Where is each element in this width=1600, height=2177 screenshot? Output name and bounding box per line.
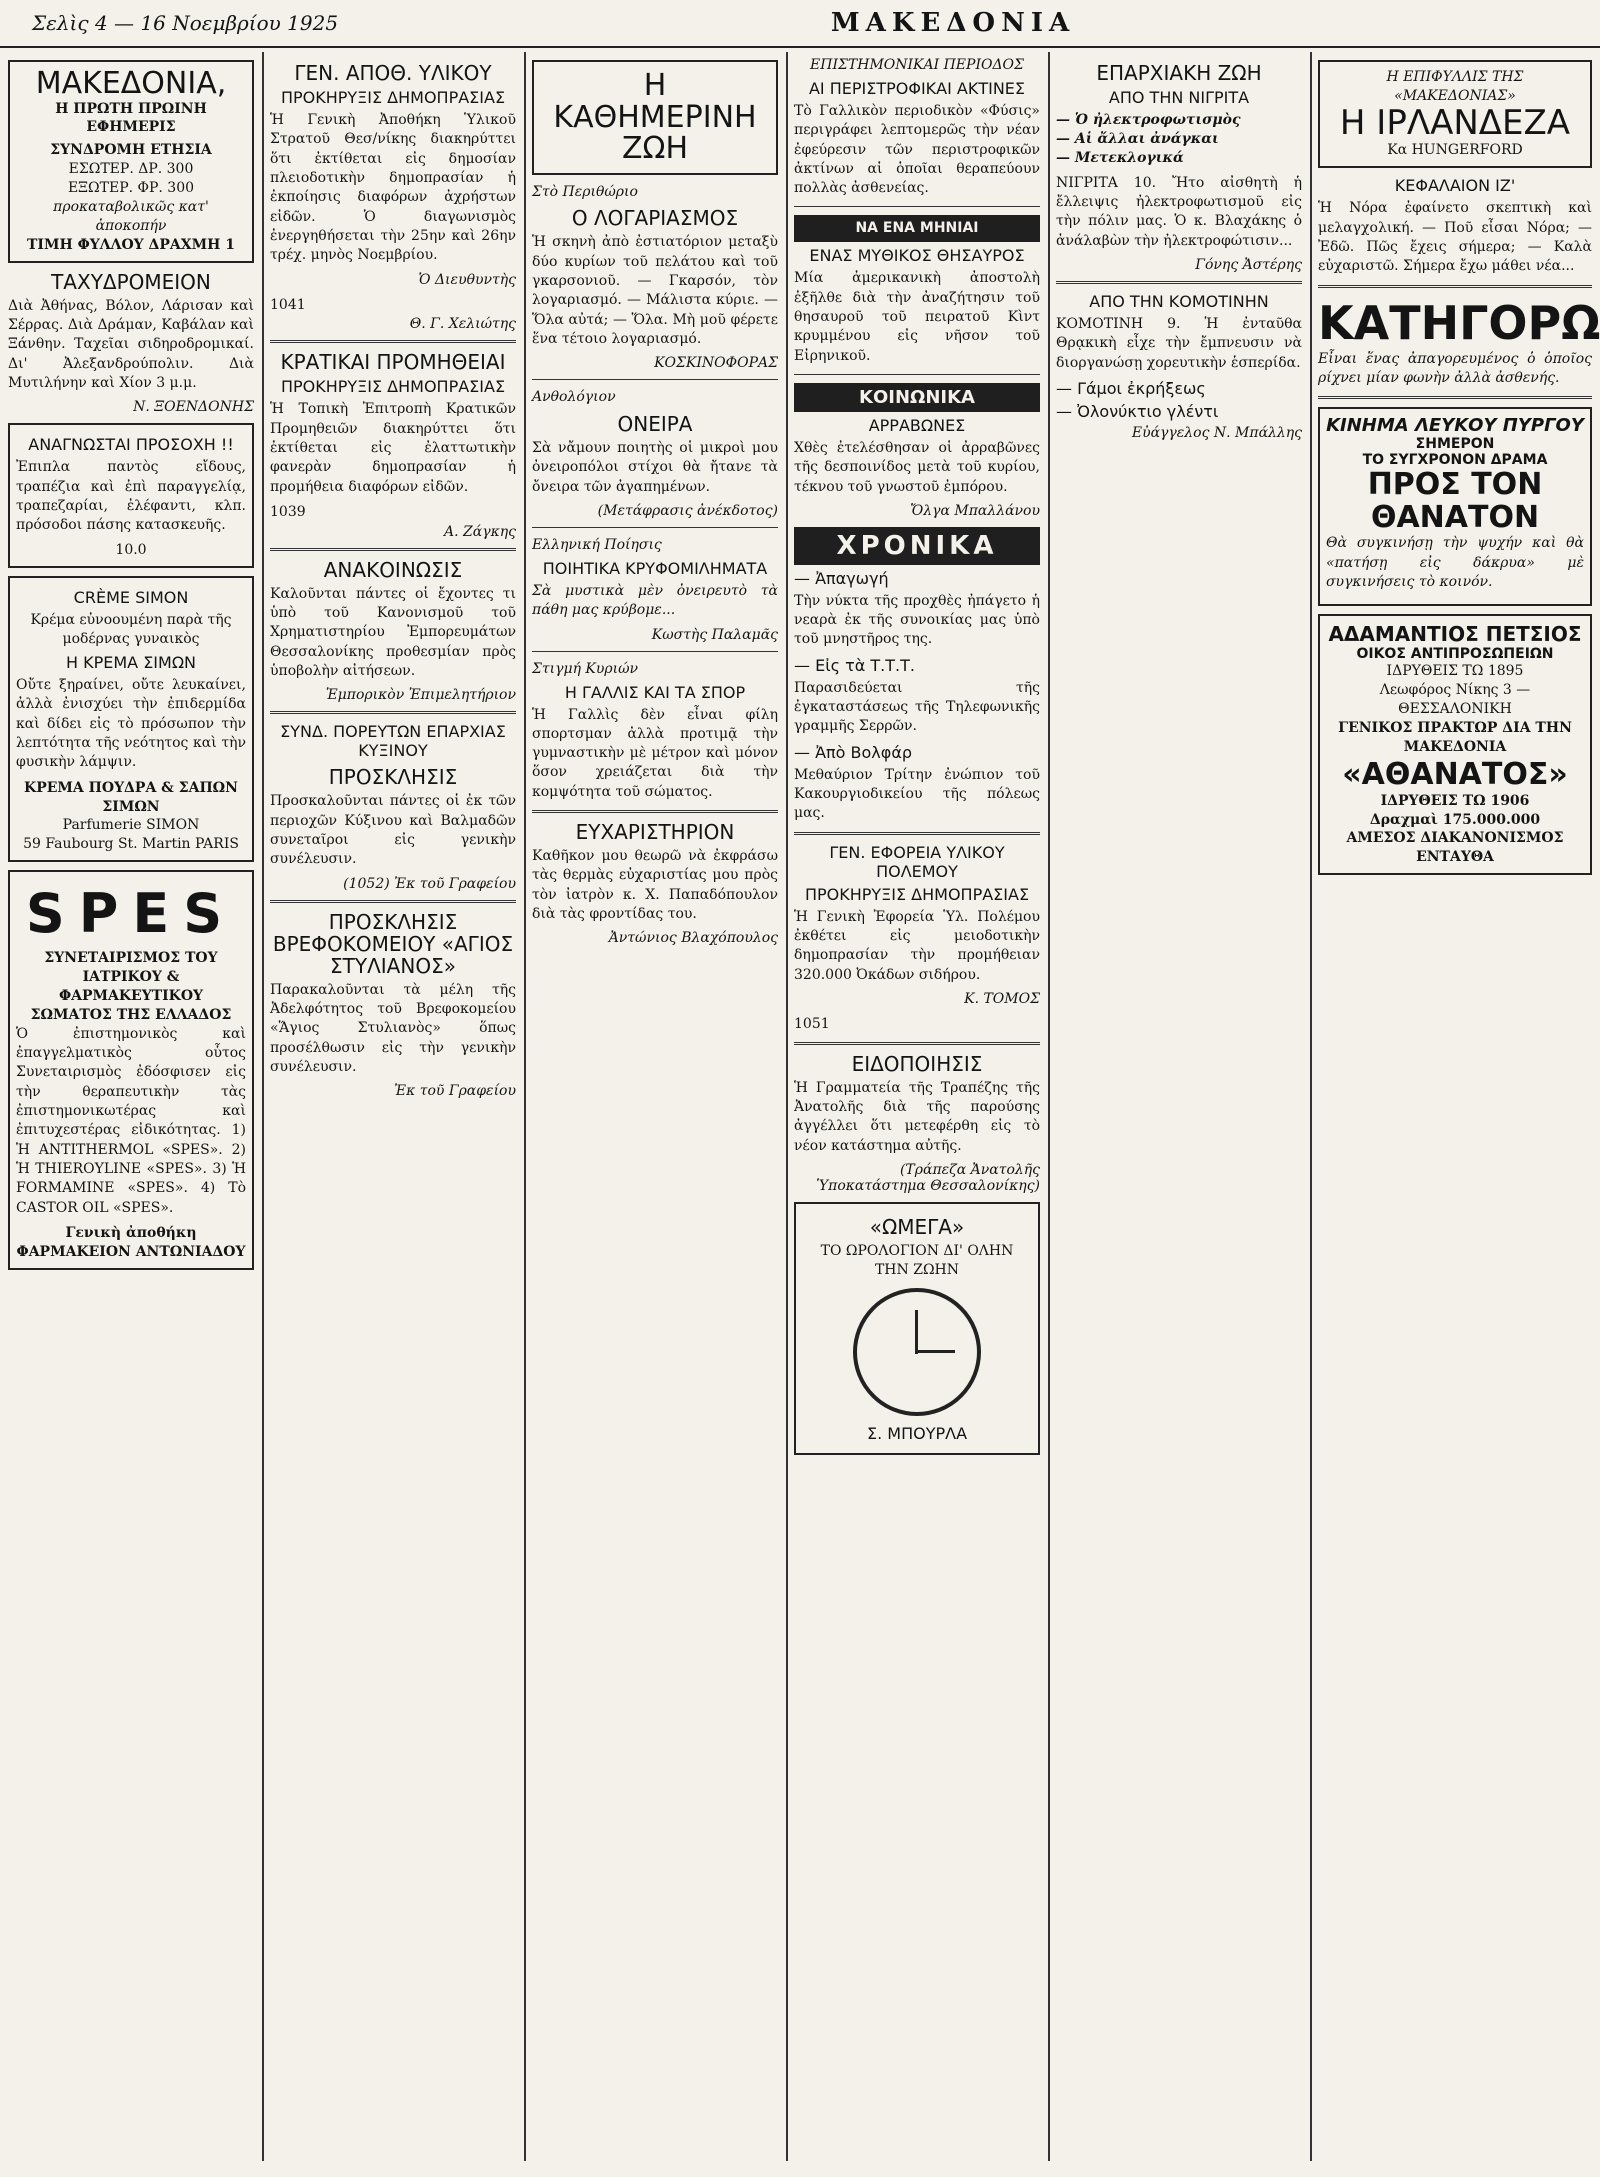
cinema-today: ΣΗΜΕΡΟΝ [1415,436,1495,453]
paper-box-name: ΜΑΚΕΔΟΝΙΑ, [35,66,227,101]
subscription-interior: ΕΣΩΤΕΡ. ΔΡ. 300 [68,161,194,178]
divider [794,374,1040,375]
divider [270,548,516,551]
c4s3-subtitle: ΑΡΡΑΒΩΝΕΣ [868,415,966,435]
c5s1-sig: Γόνης Ἀστέρης [1195,256,1302,273]
c2s1-subtitle: ΠΡΟΚΗΡΥΞΙΣ ΔΗΜΟΠΡΑΣΙΑΣ [280,88,506,107]
c2s3-sig: Ἐμπορικὸν Ἐπιμελητήριον [325,687,516,704]
daily-life-header [532,60,778,175]
spes-logo: SPES [25,882,237,946]
c3s1-text: Ἡ σκηνὴ ἀπὸ ἐστιατόριον μεταξὺ δύο κυρίων τοῦ πελάτου καὶ τοῦ γκαρσονιοῦ. — Γκαρσόν, τὸν λογαριασμό. — Μάλιστα κύριε. — Ὅλα αὐτά; — Ὅλα. Μὴ μοῦ φέρετε ἕνα τέτοιο λογαριασμό. [532,234,778,347]
c2s4-subtitle: ΠΡΟΣΚΛΗΣΙΣ [328,765,458,790]
divider [270,340,516,343]
c3s1-title: Ο ΛΟΓΑΡΙΑΣΜΟΣ [571,206,739,231]
c2s4-sig: (1052) Ἐκ τοῦ Γραφείου [343,875,516,892]
paper-box-tagline: Η ΠΡΩΤΗ ΠΡΩΙΝΗ ΕΦΗΜΕΡΙΣ [55,100,207,136]
paper-info-box [8,60,254,263]
omega-seller: Σ. ΜΠΟΥΡΛΑ [866,1423,968,1443]
c4s4-item1-title: — Ἀπαγωγή [794,568,889,588]
c4s3-text: Χθὲς ἐτελέσθησαν οἱ ἀρραβῶνες τῆς δεσποινίδος μετὰ τοῦ κυρίου, τέκνου τοῦ γνωστοῦ ἐμπόρου. [794,439,1040,495]
c3s3-text: Σὰ μυστικὰ μὲν ὀνειρευτὸ τὰ πάθη μας κρύβομε... [532,582,778,619]
c4s4-title: ΧΡΟΝΙΚΑ [794,527,1040,565]
c3s3-sig: Κωστὴς Παλαμᾶς [651,626,778,643]
c2s2-number: 1039 [270,503,306,520]
c3s4-title: Η ΓΑΛΛΙΣ ΚΑΙ ΤΑ ΣΠΟΡ [564,682,746,702]
c3s4-text: Ἡ Γαλλὶς δὲν εἶναι φίλη σπορτσμαν ἀλλὰ προτιμᾷ τὴν γυμναστικὴν μὲ μέτρον καὶ μόνον ὅσον χρειάζεται διὰ τὴν κομψότητα τοῦ σώματος. [532,706,778,800]
kathigoro-title: ΚΑΤΗΓΟΡΩ [1318,295,1600,350]
c5s1-title: ΑΠΟ ΤΗΝ ΝΙΓΡΙΤΑ [1108,88,1250,107]
c5s2-text: ΚΟΜΟΤΙΝΗ 9. Ἡ ἐνταῦθα Θρᾳκικὴ εἶχε τὴν ἔμπνευσιν νὰ διοργανώσῃ χορευτικὴν ἑσπερίδα. [1056,315,1302,371]
insurance-founded2: ΙΔΡΥΘΕΙΣ ΤΩ 1906 [1380,792,1530,809]
divider [794,206,1040,207]
creme-simon-ad [8,576,254,862]
subscription-exterior: ΕΞΩΤΕΡ. ΦΡ. 300 [67,180,195,197]
insurance-payment: ΑΜΕΣΟΣ ΔΙΑΚΑΝΟΝΙΣΜΟΣ ΕΝΤΑΥΘΑ [1346,830,1564,866]
insurance-founded: ΙΔΡΥΘΕΙΣ ΤΩ 1895 [1386,663,1524,680]
novel-kicker: Η ΕΠΙΦΥΛΛΙΣ ΤΗΣ «ΜΑΚΕΔΟΝΙΑΣ» [1386,69,1524,104]
c5-header: ΕΠΑΡΧΙΑΚΗ ΖΩΗ [1096,61,1262,85]
c3s2-kicker: Ανθολόγιον [532,389,616,406]
c4s5-text: Ἡ Γενικὴ Ἐφορεία Ὑλ. Πολέμου ἐκθέτει εἰς μειοδοτικὴν δημοπρασίαν τὴν προμήθειαν 320.000 Ὀκάδων σιδήρου. [794,908,1040,983]
c3s4-kicker: Στιγμή Κυριών [532,660,639,677]
column-2 [262,52,524,2161]
c4s4-item2-title: — Εἰς τὰ Τ.Τ.Τ. [794,655,915,675]
c4s1-title: ΑΙ ΠΕΡΙΣΤΡΟΦΙΚΑΙ ΑΚΤΙΝΕΣ [808,78,1026,98]
c5s1-list3: — Μετεκλογικά [1056,149,1184,166]
novel-title: Η ΙΡΛΑΝΔΕΖΑ [1339,102,1571,143]
column-5 [1048,52,1310,2161]
divider [794,832,1040,835]
c4s1-text: Τὸ Γαλλικὸν περιοδικὸν «Φύσις» περιγράφει λεπτομερῶς τὴν νέαν ἐφεύρεσιν τῶν περιστροφικῶν ἀκτίνων αἱ ὁποῖαι θεραπεύουν πολλὰς ἀσθενείας. [794,102,1040,197]
divider [532,810,778,813]
pocket-watch-icon [853,1288,981,1416]
kathigoro-text: Εἶναι ἕνας ἀπαγορευμένος ὁ ὁποῖος ρίχνει μίαν φωνὴν ἀλλὰ ἀσθενής. [1318,350,1592,386]
serial-novel-box [1318,60,1592,168]
c5s1-text: ΝΙΓΡΙΤΑ 10. Ἤτο αἰσθητὴ ἡ ἔλλειψις ἠλεκτροφωτισμοῦ εἰς τὴν πόλιν μας. Ὁ κ. Βλαχάκης ὁ ἀνάλαβὼν τὴν ἠλεκτροφώτισιν... [1056,174,1302,249]
divider [794,1042,1040,1045]
c2s1-sig2: Θ. Γ. Χελιώτης [409,316,516,333]
novel-author: Κα HUNGERFORD [1387,142,1523,159]
page-date: Σελὶς 4 — 16 Νοεμβρίου 1925 [32,11,339,35]
divider [532,379,778,380]
creme-headline: Η ΚΡΕΜΑ ΣΙΜΩΝ [65,653,197,673]
insurance-company: «ΑΘΑΝΑΤΟΣ» [1342,756,1568,792]
spes-footer: Γενικὴ ἀποθήκη ΦΑΡΜΑΚΕΙΟΝ ΑΝΤΩΝΙΑΔΟΥ [16,1224,246,1260]
c2s1-text: Ἡ Γενικὴ Ἀποθήκη Ὑλικοῦ Στρατοῦ Θεσ/νίκης διακηρύττει ὅτι ἐκτίθεται εἰς δημοσίαν πλειοδοτικὴν δημοπρασίαν ἡ ἐκποίησις διαφόρων ἀχρήστων εἰδῶν. Ὁ διαγωνισμὸς ἐνεργηθήσεται τὴν 25ην καὶ 26ην τρέχ. μηνὸς Νοεμβρίου. [270,112,516,264]
c2s5-sig: Ἐκ τοῦ Γραφείου [394,1083,516,1100]
post-title: ΤΑΧΥΔΡΟΜΕΙΟΝ [51,269,211,294]
c5s1-list1: — Ὁ ἠλεκτροφωτισμὸς [1056,112,1241,128]
subscription-title: ΣΥΝΔΡΟΜΗ ΕΤΗΣΙΑ [50,142,212,159]
insurance-agent: ΓΕΝΙΚΟΣ ΠΡΑΚΤΩΡ ΔΙΑ ΤΗΝ ΜΑΚΕΔΟΝΙΑ [1338,719,1572,755]
insurance-capital: Δραχμαὶ 175.000.000 [1369,811,1541,828]
c2s4-title: ΣΥΝΔ. ΠΟΡΕΥΤΩΝ ΕΠΑΡΧΙΑΣ ΚΥΞΙΝΟΥ [280,722,506,761]
c4s5-sig: Κ. ΤΟΜΟΣ [964,990,1040,1007]
c2s2-text: Ἡ Τοπικὴ Ἐπιτροπὴ Κρατικῶν Προμηθειῶν διακηρύττει ὅτι ἐκτίθεται εἰς ἐλαττωτικὴν φανερὰν δημοπρασίαν ἡ προμήθεια διαφόρων εἰδῶν. [270,401,516,495]
c4s6-text: Ἡ Γραμματεία τῆς Τραπέζης τῆς Ἀνατολῆς διὰ τῆς παρούσης ἀγγέλλει ὅτι μετεφέρθη εἰς τὸ νέον κατάστημα αὐτῆς. [794,1079,1040,1154]
creme-address: 59 Faubourg St. Martin PARIS [23,836,239,853]
c4s1-kicker: ΕΠΙΣΤΗΜΟΝΙΚΑΙ ΠΕΡΙΟΔΟΣ [810,57,1024,73]
c5s2-sub: — Γάμοι ἐκρήξεως [1056,378,1206,398]
c2s1-number: 1041 [270,296,306,313]
divider [270,711,516,714]
c4s3-title: ΚΟΙΝΩΝΙΚΑ [794,383,1040,412]
c4s4-item2-text: Παρασιδεύεται τῆς ἐγκαταστάσεως τῆς Τηλεφωνικῆς γραμμῆς Σερρῶν. [794,679,1040,735]
c2s5-text: Παρακαλοῦνται τὰ μέλη τῆς Ἀδελφότητος τοῦ Βρεφοκομείου «Ἅγιος Στυλιανὸς» ὅπως προσέλθωσιν εἰς τὴν γενικὴν συνέλευσιν. [270,981,516,1075]
creme-parfumerie: Parfumerie SIMON [62,817,200,834]
c5s2-title: ΑΠΟ ΤΗΝ ΚΟΜΟΤΙΝΗΝ [1089,291,1269,311]
spes-ad [8,870,254,1269]
creme-subtitle: Κρέμα εὐνοουμένη παρὰ τῆς μοδέρνας γυναικὸς [30,612,232,648]
cinema-genre: ΤΟ ΣΥΓΧΡΟΝΟΝ ΔΡΑΜΑ [1362,452,1548,469]
furniture-ad-title: ΑΝΑΓΝΩΣΤΑΙ ΠΡΟΣΟΧΗ !! [28,435,234,455]
insurance-name: ΑΔΑΜΑΝΤΙΟΣ ΠΕΤΣΙΟΣ [1328,622,1582,647]
cinema-ad [1318,407,1592,606]
subscription-prepay: προκαταβολικῶς κατ' ἀποκοπήν [53,198,209,234]
furniture-ad-price: 10.0 [115,542,147,559]
c4s5-title: ΓΕΝ. ΕΦΟΡΕΙΑ ΥΛΙΚΟΥ ΠΟΛΕΜΟΥ [829,842,1005,881]
c3s3-kicker: Ελληνική Ποίησις [532,537,662,554]
c4s2-text: Μία ἀμερικανικὴ ἀποστολὴ ἐξῆλθε διὰ τὴν ἀναζήτησιν τοῦ θησαυροῦ τοῦ πειρατοῦ Κὶντ κρυμμένου εἰς νῆσον τοῦ Εἰρηνικοῦ. [794,270,1040,364]
issue-price: ΤΙΜΗ ΦΥΛΛΟΥ ΔΡΑΧΜΗ 1 [27,236,235,253]
omega-tagline: ΤΟ ΩΡΟΛΟΓΙΟΝ ΔΙ' ΟΛΗΝ ΤΗΝ ΖΩΗΝ [820,1243,1014,1278]
c3s5-title: ΕΥΧΑΡΙΣΤΗΡΙΟΝ [575,820,735,845]
c4s2-kicker: ΝΑ ΕΝΑ ΜΗΝΙΑΙ [794,215,1040,242]
c3s2-sig: (Μετάφρασις ἀνέκδοτος) [597,503,778,520]
novel-chapter: ΚΕΦΑΛΑΙΟΝ ΙΖ' [1394,176,1516,196]
paper-name: ΜΑΚΕΔΟΝΙΑ [830,8,1076,38]
c2s2-subtitle: ΠΡΟΚΗΡΥΞΙΣ ΔΗΜΟΠΡΑΣΙΑΣ [280,377,506,397]
c4s4-item3-title: — Ἀπὸ Βολφάρ [794,742,913,762]
divider [1056,281,1302,284]
c2s1-title: ΓΕΝ. ΑΠΟΘ. ΥΛΙΚΟΥ [294,61,492,85]
insurance-address: Λεωφόρος Νίκης 3 — ΘΕΣΣΑΛΟΝΙΚΗ [1379,682,1531,717]
c4s4-item1-text: Τὴν νύκτα τῆς προχθὲς ἠπάγετο ἡ νεαρὰ ἐκ τῆς συνοικίας μας ὑπὸ τοῦ μνηστῆρος της. [794,592,1040,648]
column-4 [786,52,1048,2161]
divider [532,651,778,652]
c2s3-title: ΑΝΑΚΟΙΝΩΣΙΣ [323,557,463,582]
furniture-ad [8,423,254,568]
insurance-ad [1318,614,1592,875]
c3s2-title: ΟΝΕΙΡΑ [617,412,693,437]
column-1 [0,52,262,2161]
c3s5-sig: Ἀντώνιος Βλαχόπουλος [608,930,778,947]
spes-text: Ὁ ἐπιστημονικὸς καὶ ἐπαγγελματικὸς οὗτος Συνεταιρισμὸς ἐδόσφισεν εἰς τὴν θεραπευτικὴν τὰς ἐπιστημονικωτέρας καὶ ἐπιτυχεστέρας εἰδικότητας. 1) Ἡ ANTITHERMOL «SPES». 2) Ἡ THIEROYLINE «SPES». 3) Ἡ FORMAMINE «SPES». 4) Τὸ CASTOR OIL «SPES». [16,1025,246,1216]
c4s2-title: ΕΝΑΣ ΜΥΘΙΚΟΣ ΘΗΣΑΥΡΟΣ [809,246,1025,266]
creme-maker: ΚΡΕΜΑ ΠΟΥΔΡΑ & ΣΑΠΩΝ ΣΙΜΩΝ [24,779,238,815]
column-6 [1310,52,1600,2161]
post-text: Διὰ Ἀθήνας, Βόλον, Λάρισαν καὶ Σέρρας. Διὰ Δράμαν, Καβάλαν καὶ Ξάνθην. Ταχεῖαι σιδηροδρομικαί. Δι' Ἀλεξανδρούπολιν. Διὰ Μυτιλήνην καὶ Χίον 3 μ.μ. [8,297,254,391]
omega-ad [794,1202,1040,1455]
omega-name: «ΩΜΕΓΑ» [869,1215,965,1240]
divider [270,900,516,903]
spes-org: ΣΥΝΕΤΑΙΡΙΣΜΟΣ ΤΟΥ ΙΑΤΡΙΚΟΥ & ΦΑΡΜΑΚΕΥΤΙΚΟΥ ΣΩΜΑΤΟΣ ΤΗΣ ΕΛΛΑΔΟΣ [30,950,232,1023]
c4s4-item3-text: Μεθαύριον Τρίτην ἐνώπιον τοῦ Κακουργιοδικείου τῆς πόλεως μας. [794,766,1040,822]
c2s1-sig: Ὁ Διευθυντὴς [418,271,516,288]
masthead [0,0,1600,48]
c5s1-list2: — Αἱ ἄλλαι ἀνάγκαι [1056,130,1219,147]
c5s2-sig: Εὐάγγελος Ν. Μπάλλης [1131,424,1302,441]
daily-life-title: Η ΚΑΘΗΜΕΡΙΝΗ ΖΩΗ [553,68,757,166]
c3s3-title: ΠΟΙΗΤΙΚΑ ΚΡΥΦΟΜΙΛΗΜΑΤΑ [542,558,768,578]
notice-signature: Ν. ΞΟΕΝΔΟΝΗΣ [133,399,254,416]
c2s2-title: ΚΡΑΤΙΚΑΙ ΠΡΟΜΗΘΕΙΑΙ [280,350,506,375]
creme-text: Οὔτε ξηραίνει, οὔτε λευκαίνει, ἀλλὰ ἐνισχύει τὴν ἐπιδερμίδα καὶ δίδει εἰς τὸ πρόσωπον τὴν λεπτότητα τῆς νεότητος καὶ τὴν φυσικὴν λάμψιν. [16,677,246,771]
column-3 [524,52,786,2161]
insurance-house: ΟΙΚΟΣ ΑΝΤΙΠΡΟΣΩΠΕΙΩΝ [1356,646,1554,663]
c4s5-number: 1051 [794,1015,830,1032]
c2s5-title: ΠΡΟΣΚΛΗΣΙΣ ΒΡΕΦΟΚΟΜΕΙΟΥ «ΑΓΙΟΣ ΣΤΥΛΙΑΝΟΣ» [272,909,514,978]
divider [1318,285,1592,288]
divider [532,527,778,528]
c2s2-sig: Α. Ζάγκης [444,523,516,540]
cinema-text: Θὰ συγκινήσῃ τὴν ψυχήν καὶ θὰ «πατήσῃ εἰς δάκρυα» μὲ συγκινήσεις τὸ κοινόν. [1326,535,1584,590]
cinema-film: ΠΡΟΣ ΤΟΝ ΘΑΝΑΤΟΝ [1367,467,1543,536]
cinema-title: ΚΙΝΗΜΑ ΛΕΥΚΟΥ ΠΥΡΓΟΥ [1326,415,1584,437]
c4s3-sig: Ὄλγα Μπαλλάνου [910,502,1040,519]
c3s1-sig: ΚΟΣΚΙΝΟΦΟΡΑΣ [654,355,778,372]
c4s6-sig: (Τράπεζα Ἀνατολῆς Ὑποκατάστημα Θεσσαλονίκης) [816,1162,1040,1195]
c2s4-text: Προσκαλοῦνται πάντες οἱ ἐκ τῶν περιοχῶν Κύξινου καὶ Βαλμαδῶν συνεταῖροι εἰς γενικὴν συνέλευσιν. [270,793,516,868]
divider [1318,396,1592,399]
c2s3-text: Καλοῦνται πάντες οἱ ἔχοντες τι ὑπὸ τοῦ Κανονισμοῦ τοῦ Χρηματιστηρίου Ἐμπορευμάτων Θεσσαλονίκης προθεσμίαν πρὸς ὑποβολὴν αἰτήσεων. [270,585,516,680]
c3s2-text: Σὰ νἄμουν ποιητὴς οἱ μικροὶ μου ὀνειροπόλοι στίχοι θὰ ἤτανε τὰ ὄνειρα τῶν ἀγαπημένων. [532,440,778,495]
novel-text: Ἡ Νόρα ἐφαίνετο σκεπτικὴ καὶ μελαγχολική. — Ποῦ εἶσαι Νόρα; — Ἐδῶ. Πῶς ἔχεις σήμερα; — Καλὰ εὐχαριστῶ. Σήμερα ἔχω μάθει νέα... [1318,200,1592,275]
c3s1-kicker: Στὸ Περιθώριο [532,183,638,200]
c4s5-subtitle: ΠΡΟΚΗΡΥΞΙΣ ΔΗΜΟΠΡΑΣΙΑΣ [804,884,1030,904]
c4s6-title: ΕΙΔΟΠΟΙΗΣΙΣ [851,1051,983,1076]
c3s5-text: Καθῆκον μου θεωρῶ νὰ ἐκφράσω τὰς θερμὰς εὐχαριστίας μου πρὸς τὸν ἰατρὸν κ. Χ. Παπαδόπουλον διὰ τὰς φροντίδας του. [532,848,778,922]
creme-title: CRÈME SIMON [73,588,189,608]
furniture-ad-text: Ἐπιπλα παντὸς εἴδους, τραπέζια καὶ ἐπὶ παραγγελίᾳ, τραπεζαρίαι, ἐλέφαντι, κλπ. πρόσοδοι πάσης κατασκευῆς. [16,459,246,534]
c5s2-sub2: — Ὀλονύκτιο γλέντι [1056,401,1219,421]
